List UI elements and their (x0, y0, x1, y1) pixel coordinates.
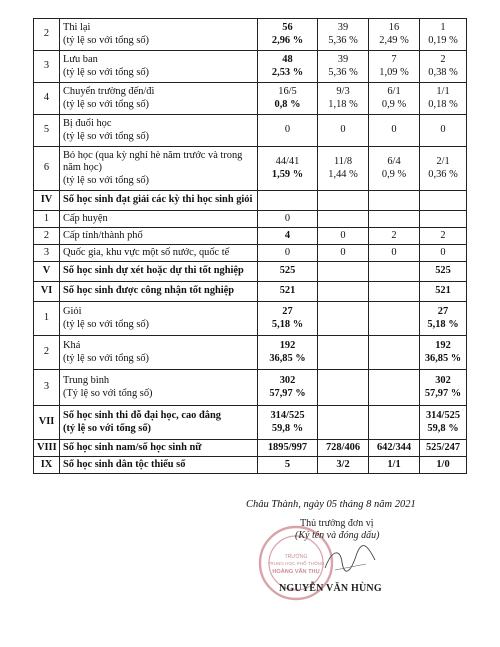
value-percent: 1,59 % (271, 168, 304, 180)
value: 0 (340, 246, 346, 258)
value: 525 (279, 265, 296, 277)
value: 27 (437, 305, 449, 317)
value-cell (420, 370, 467, 406)
value-cell (318, 147, 369, 191)
value-percent: 1,44 % (328, 168, 358, 180)
row-number-text: 3 (43, 60, 50, 72)
value-percent: 0,36 % (428, 168, 458, 180)
row-number-text: 1 (43, 212, 50, 224)
value-cell (420, 228, 467, 245)
value: 302 (435, 374, 451, 386)
value-cell (258, 336, 318, 370)
row-label (60, 282, 258, 302)
value-cell (420, 147, 467, 191)
row-number (34, 191, 60, 211)
value-percent: 0,9 % (381, 98, 407, 110)
row-number (34, 19, 60, 51)
value: 6/4 (387, 155, 401, 167)
value-percent: 5,18 % (271, 318, 304, 330)
value-cell (369, 262, 420, 282)
value-cell (258, 245, 318, 262)
row-label (60, 406, 258, 440)
value: 5 (284, 458, 291, 470)
value: 0 (284, 124, 291, 136)
value-cell (420, 336, 467, 370)
value-cell (369, 147, 420, 191)
value: 2 (391, 229, 397, 241)
value-cell (318, 406, 369, 440)
value: 0 (391, 246, 397, 258)
row-number-text: V (42, 265, 51, 277)
value: 0 (440, 246, 446, 258)
table-row (34, 245, 467, 262)
value-percent: 0,9 % (381, 168, 407, 180)
value-cell (420, 83, 467, 115)
value: 728/406 (325, 441, 361, 453)
row-label-text: Lưu ban (63, 53, 98, 65)
value: 56 (282, 21, 293, 33)
svg-text:HOÀNG VĂN THỤ: HOÀNG VĂN THỤ (272, 569, 320, 575)
row-label-text: Số học sinh thi đỗ đại học, cao đẳng (63, 409, 221, 421)
value-cell (258, 228, 318, 245)
value-cell (420, 457, 467, 474)
value-cell (369, 83, 420, 115)
value-percent: 59,8 % (271, 422, 304, 434)
row-number (34, 51, 60, 83)
value-cell (420, 19, 467, 51)
value-cell (369, 302, 420, 336)
row-number-text: 6 (43, 162, 50, 174)
row-number-text: VII (38, 416, 55, 428)
table-row (34, 211, 467, 228)
table-row (34, 83, 467, 115)
value-percent: 0,19 % (428, 34, 458, 46)
value-cell (258, 115, 318, 147)
value-percent: 2,96 % (271, 34, 304, 46)
value: 642/344 (376, 441, 412, 453)
value: 525 (435, 265, 451, 277)
value: 48 (282, 53, 293, 65)
value: 0 (340, 229, 346, 241)
table-row (34, 336, 467, 370)
row-sub-label: (tỷ lệ so với tổng số) (63, 174, 150, 186)
row-label (60, 191, 258, 211)
value-cell (420, 440, 467, 457)
row-number-text: 5 (43, 124, 50, 136)
value: 39 (337, 21, 349, 33)
value: 302 (279, 374, 296, 386)
value-cell (369, 282, 420, 302)
value-cell (420, 262, 467, 282)
row-label (60, 245, 258, 262)
row-number (34, 228, 60, 245)
value-percent: 5,36 % (328, 34, 358, 46)
value-cell (318, 19, 369, 51)
row-label-text: Cấp huyện (63, 212, 108, 224)
value-cell (258, 440, 318, 457)
row-label-text: Số học sinh được công nhận tốt nghiệp (63, 285, 235, 297)
value-cell (258, 147, 318, 191)
table-row (34, 370, 467, 406)
value-cell (420, 245, 467, 262)
row-label (60, 147, 258, 191)
row-label-text: Trung bình (63, 374, 110, 386)
statistics-table (33, 18, 467, 474)
value: 4 (284, 229, 291, 241)
table-row (34, 228, 467, 245)
value: 1/1 (436, 85, 450, 97)
row-number-text: VI (40, 285, 53, 297)
value: 521 (279, 285, 296, 297)
value: 314/525 (270, 409, 305, 421)
value-cell (420, 406, 467, 440)
value: 9/3 (336, 85, 350, 97)
value-cell (258, 302, 318, 336)
table-row (34, 282, 467, 302)
value-cell (318, 245, 369, 262)
value: 1895/997 (267, 441, 308, 453)
row-number-text: 3 (43, 246, 50, 258)
row-number (34, 302, 60, 336)
row-sub-label: (tỷ lệ so với tổng số) (63, 66, 150, 78)
row-sub-label: (tỷ lệ so với tổng số) (63, 352, 150, 364)
value-cell (318, 262, 369, 282)
value-cell (420, 115, 467, 147)
value: 0 (340, 124, 346, 136)
value: 1 (440, 21, 446, 33)
value-cell (420, 51, 467, 83)
row-label-text: Bị đuổi học (63, 117, 112, 129)
row-label-text: Thi lại (63, 21, 91, 33)
value-cell (369, 211, 420, 228)
value-cell (318, 457, 369, 474)
value-percent: 0,38 % (428, 66, 458, 78)
row-label (60, 370, 258, 406)
value: 0 (284, 246, 291, 258)
row-sub-label: (tỷ lệ so với tổng số) (63, 422, 152, 434)
row-sub-label: (tỷ lệ so với tổng số) (63, 34, 150, 46)
row-number (34, 211, 60, 228)
value: 0 (284, 212, 291, 224)
row-number-text: 4 (43, 92, 50, 104)
value-cell (258, 406, 318, 440)
row-number (34, 147, 60, 191)
value-cell (369, 406, 420, 440)
value-percent: 0,18 % (428, 98, 458, 110)
table-row (34, 19, 467, 51)
value-cell (420, 302, 467, 336)
value: 1/0 (436, 458, 450, 470)
value: 16 (388, 21, 400, 33)
table-row (34, 191, 467, 211)
signature-date: Châu Thành, ngày 05 tháng 8 năm 2021 (246, 499, 416, 510)
row-number-text: IV (40, 194, 53, 206)
value: 192 (279, 339, 296, 351)
row-label-text: Số học sinh dự xét hoặc dự thi tốt nghiệp (63, 265, 244, 277)
value-percent: 57,97 % (424, 387, 462, 399)
row-label (60, 19, 258, 51)
row-label-text: Số học sinh nam/số học sinh nữ (63, 441, 202, 453)
value: 3/2 (336, 458, 350, 470)
value-percent: 0,8 % (274, 98, 301, 110)
value-cell (420, 191, 467, 211)
value-cell (258, 457, 318, 474)
value: 314/525 (425, 409, 461, 421)
value-percent: 1,09 % (379, 66, 409, 78)
value-cell (369, 228, 420, 245)
value-cell (369, 457, 420, 474)
row-label-text: Số học sinh đạt giải các kỳ thi học sinh giỏi (63, 194, 253, 206)
value: 39 (337, 53, 349, 65)
value: 521 (435, 285, 451, 297)
signer-name: NGUYỄN VĂN HÙNG (279, 583, 382, 594)
value-cell (420, 282, 467, 302)
row-label (60, 457, 258, 474)
table-row (34, 262, 467, 282)
row-number-text: 2 (43, 229, 50, 241)
row-number-text: IX (40, 458, 53, 470)
value: 525/247 (425, 441, 461, 453)
row-label (60, 440, 258, 457)
value-percent: 5,36 % (328, 66, 358, 78)
value-cell (420, 211, 467, 228)
value: 192 (435, 339, 451, 351)
value: 7 (391, 53, 397, 65)
value: 44/41 (275, 155, 300, 167)
row-label-text: Giỏi (63, 305, 82, 317)
row-number (34, 406, 60, 440)
value-cell (258, 51, 318, 83)
value: 2 (440, 53, 446, 65)
row-label (60, 228, 258, 245)
row-number (34, 336, 60, 370)
value-cell (318, 282, 369, 302)
row-sub-label: (tỷ lệ so với tổng số) (63, 98, 150, 110)
row-number (34, 83, 60, 115)
table-row (34, 115, 467, 147)
value-percent: 36,85 % (269, 352, 306, 364)
value: 27 (282, 305, 293, 317)
value-cell (258, 211, 318, 228)
row-label-text: Bỏ học (qua kỳ nghỉ hè năm trước và trong năm học) (63, 149, 243, 174)
row-label-text: Khá (63, 339, 81, 351)
value-cell (369, 51, 420, 83)
row-label-text: Quốc gia, khu vực một số nước, quốc tế (63, 246, 230, 258)
row-number (34, 440, 60, 457)
row-sub-label: (tỷ lệ so với tổng số) (63, 130, 150, 142)
value-cell (369, 19, 420, 51)
row-label (60, 83, 258, 115)
row-label (60, 262, 258, 282)
value-cell (369, 191, 420, 211)
value-cell (369, 336, 420, 370)
row-number (34, 245, 60, 262)
value-cell (258, 370, 318, 406)
value-cell (369, 245, 420, 262)
value-cell (258, 191, 318, 211)
svg-text:TRƯỜNG: TRƯỜNG (284, 554, 308, 560)
value-percent: 5,18 % (427, 318, 459, 330)
row-number-text: VIII (37, 441, 57, 453)
value: 11/8 (333, 155, 353, 167)
table-row (34, 302, 467, 336)
row-label (60, 211, 258, 228)
value-cell (258, 282, 318, 302)
value: 1/1 (387, 458, 401, 470)
row-number-text: 1 (43, 312, 50, 324)
value-cell (318, 115, 369, 147)
table-row (34, 440, 467, 457)
row-number (34, 262, 60, 282)
value-cell (318, 440, 369, 457)
value-percent: 1,18 % (328, 98, 358, 110)
row-label-text: Chuyển trường đến/đi (63, 85, 155, 97)
row-number (34, 115, 60, 147)
row-label-text: Số học sinh dân tộc thiểu số (63, 458, 186, 470)
value: 6/1 (387, 85, 401, 97)
value-cell (318, 228, 369, 245)
value-cell (318, 83, 369, 115)
value-percent: 36,85 % (424, 352, 462, 364)
value-cell (318, 51, 369, 83)
row-label (60, 302, 258, 336)
row-number-text: 2 (43, 346, 50, 358)
value-cell (318, 211, 369, 228)
value-cell (258, 262, 318, 282)
table-row (34, 51, 467, 83)
value-cell (318, 191, 369, 211)
handwritten-signature (320, 540, 380, 580)
row-number-text: 2 (43, 28, 50, 40)
value: 16/5 (278, 85, 297, 97)
value-percent: 57,97 % (269, 387, 306, 399)
svg-text:TRUNG HỌC PHỔ THÔNG: TRUNG HỌC PHỔ THÔNG (267, 561, 325, 566)
row-sub-label: (tỷ lệ so với tổng số) (63, 318, 150, 330)
value-cell (369, 115, 420, 147)
value-cell (258, 19, 318, 51)
value-percent: 59,8 % (427, 422, 459, 434)
row-label (60, 336, 258, 370)
value: 2/1 (436, 155, 450, 167)
row-sub-label: (Tỷ lệ so với tổng số) (63, 387, 153, 399)
row-label (60, 115, 258, 147)
value: 0 (391, 124, 397, 136)
value-cell (369, 370, 420, 406)
row-number (34, 370, 60, 406)
value: 2 (440, 229, 446, 241)
signature-title: Thủ trưởng đơn vị (300, 518, 374, 529)
value-percent: 2,49 % (379, 34, 409, 46)
value-cell (318, 370, 369, 406)
value-cell (369, 440, 420, 457)
value-percent: 2,53 % (271, 66, 304, 78)
row-number (34, 457, 60, 474)
value-cell (318, 302, 369, 336)
value-cell (318, 336, 369, 370)
signature-subtitle: (Ký tên và đóng dấu) (295, 530, 380, 541)
value-cell (258, 83, 318, 115)
table-row (34, 457, 467, 474)
row-number-text: 3 (43, 381, 50, 393)
value: 0 (440, 124, 446, 136)
row-label-text: Cấp tỉnh/thành phố (63, 229, 143, 241)
table-row (34, 147, 467, 191)
row-number (34, 282, 60, 302)
row-label (60, 51, 258, 83)
table-row (34, 406, 467, 440)
